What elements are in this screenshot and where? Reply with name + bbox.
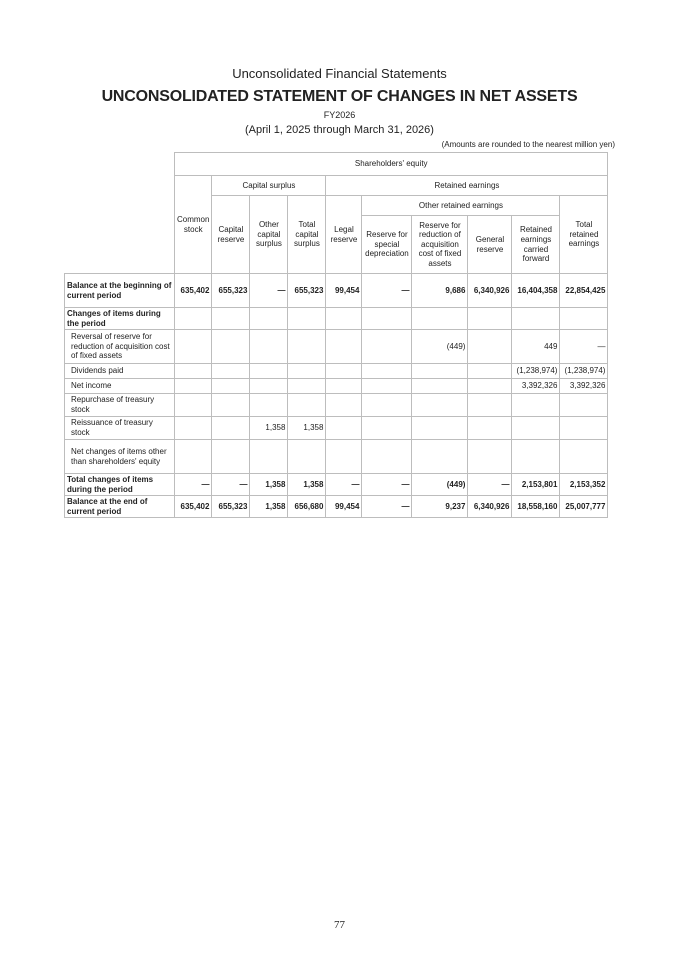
- table-cell: [175, 440, 212, 474]
- table-cell: [560, 417, 608, 440]
- table-cell: 1,358: [288, 417, 326, 440]
- table-cell: [288, 330, 326, 364]
- statement-title: UNCONSOLIDATED STATEMENT OF CHANGES IN NET ASSETS: [101, 88, 578, 105]
- table-cell: 16,404,358: [512, 274, 560, 308]
- table-cell: [175, 330, 212, 364]
- table-cell: —: [250, 274, 288, 308]
- table-cell: —: [212, 474, 250, 496]
- table-cell: 99,454: [326, 274, 362, 308]
- table-cell: [512, 440, 560, 474]
- table-cell: 655,323: [212, 496, 250, 518]
- period-range: (April 1, 2025 through March 31, 2026): [245, 124, 434, 136]
- table-cell: [288, 308, 326, 330]
- table-cell: [362, 394, 412, 417]
- header-capital-reserve: Capital reserve: [212, 196, 250, 274]
- table-cell: [468, 440, 512, 474]
- table-cell: [412, 364, 468, 379]
- row-label: Repurchase of treasury stock: [65, 394, 175, 417]
- table-cell: 655,323: [212, 274, 250, 308]
- table-cell: 25,007,777: [560, 496, 608, 518]
- table-row: [65, 474, 608, 496]
- table-header: [65, 153, 608, 274]
- row-label: Balance at the end of current period: [65, 496, 175, 518]
- table-cell: 449: [512, 330, 560, 364]
- table-cell: 635,402: [175, 274, 212, 308]
- table-cell: [512, 308, 560, 330]
- header-total-retained-earnings: Total retained earnings: [560, 196, 608, 274]
- table-cell: [250, 394, 288, 417]
- table-cell: [560, 308, 608, 330]
- table-cell: [512, 417, 560, 440]
- table-cell: [468, 330, 512, 364]
- table-cell: 9,237: [412, 496, 468, 518]
- table-cell: [412, 394, 468, 417]
- table-cell: [250, 379, 288, 394]
- table-cell: 2,153,352: [560, 474, 608, 496]
- table-cell: 635,402: [175, 496, 212, 518]
- table-row: [65, 379, 608, 394]
- row-label: Changes of items during the period: [65, 308, 175, 330]
- header-reserve-special-depreciation: Reserve for special depreciation: [362, 216, 412, 274]
- table-cell: [212, 394, 250, 417]
- table-cell: [468, 364, 512, 379]
- table-cell: [175, 308, 212, 330]
- table-cell: [468, 394, 512, 417]
- row-label: Dividends paid: [65, 364, 175, 379]
- table-cell: 1,358: [288, 474, 326, 496]
- table-cell: (1,238,974): [560, 364, 608, 379]
- table-cell: [326, 308, 362, 330]
- table-cell: [326, 394, 362, 417]
- table-cell: —: [468, 474, 512, 496]
- table-cell: [212, 440, 250, 474]
- table-cell: —: [362, 474, 412, 496]
- header-general-reserve: General reserve: [468, 216, 512, 274]
- table-cell: [468, 417, 512, 440]
- table-cell: [412, 417, 468, 440]
- table-cell: 3,392,326: [512, 379, 560, 394]
- table-cell: [212, 417, 250, 440]
- row-label: Net changes of items other than shareholders' equity: [65, 440, 175, 474]
- fiscal-year: FY2026: [323, 110, 356, 120]
- table-cell: [560, 440, 608, 474]
- table-cell: [288, 379, 326, 394]
- table-cell: [468, 308, 512, 330]
- table-cell: [326, 330, 362, 364]
- row-label: Total changes of items during the period: [65, 474, 175, 496]
- table-cell: [175, 394, 212, 417]
- header-total-capital-surplus: Total capital surplus: [288, 196, 326, 274]
- table-cell: [212, 330, 250, 364]
- corner-cell: [65, 153, 175, 274]
- table-body: [65, 274, 608, 518]
- row-label: Balance at the beginning of current period: [65, 274, 175, 308]
- header-other-retained-earnings: Other retained earnings: [362, 196, 560, 216]
- table-row: [65, 496, 608, 518]
- header-shareholders-equity: Shareholders' equity: [175, 153, 608, 176]
- table-cell: [362, 364, 412, 379]
- table-row: [65, 394, 608, 417]
- table-cell: [212, 364, 250, 379]
- table-cell: [412, 440, 468, 474]
- table-cell: [250, 330, 288, 364]
- table-cell: [288, 394, 326, 417]
- table-cell: 9,686: [412, 274, 468, 308]
- table-cell: [362, 308, 412, 330]
- table-cell: [326, 364, 362, 379]
- table-cell: [468, 379, 512, 394]
- unit-note: (Amounts are rounded to the nearest million yen): [441, 140, 615, 149]
- table-cell: [175, 379, 212, 394]
- table-cell: 22,854,425: [560, 274, 608, 308]
- header-other-capital-surplus: Other capital surplus: [250, 196, 288, 274]
- table-row: [65, 308, 608, 330]
- table-row: [65, 364, 608, 379]
- table-cell: (1,238,974): [512, 364, 560, 379]
- row-label: Reissuance of treasury stock: [65, 417, 175, 440]
- header-retained-earnings-forward: Retained earnings carried forward: [512, 216, 560, 274]
- table-cell: [362, 417, 412, 440]
- table-cell: 3,392,326: [560, 379, 608, 394]
- table-cell: [362, 330, 412, 364]
- table-cell: [412, 308, 468, 330]
- header-common-stock: Common stock: [175, 176, 212, 274]
- table-row: [65, 417, 608, 440]
- table-cell: [288, 440, 326, 474]
- header-reserve-reduction-acquisition: Reserve for reduction of acquisition cost of fixed assets: [412, 216, 468, 274]
- table-cell: —: [362, 274, 412, 308]
- header-capital-surplus: Capital surplus: [212, 176, 326, 196]
- table-cell: [212, 379, 250, 394]
- table-cell: —: [560, 330, 608, 364]
- table-cell: [560, 394, 608, 417]
- table-cell: 6,340,926: [468, 496, 512, 518]
- table-cell: [175, 417, 212, 440]
- net-assets-table: [64, 152, 608, 518]
- header-legal-reserve: Legal reserve: [326, 196, 362, 274]
- table-row: [65, 274, 608, 308]
- section-title: Unconsolidated Financial Statements: [232, 66, 447, 81]
- table-cell: [326, 440, 362, 474]
- table-cell: 655,323: [288, 274, 326, 308]
- table-cell: [326, 379, 362, 394]
- table-cell: 656,680: [288, 496, 326, 518]
- header-retained-earnings: Retained earnings: [326, 176, 608, 196]
- table-cell: —: [175, 474, 212, 496]
- table-cell: [512, 394, 560, 417]
- table-cell: 1,358: [250, 417, 288, 440]
- table-cell: 1,358: [250, 496, 288, 518]
- table-cell: [362, 379, 412, 394]
- table-cell: 6,340,926: [468, 274, 512, 308]
- table-cell: [326, 417, 362, 440]
- page-number: 77: [334, 919, 345, 931]
- table-row: [65, 440, 608, 474]
- table-cell: (449): [412, 330, 468, 364]
- table-cell: —: [362, 496, 412, 518]
- table-cell: [288, 364, 326, 379]
- table-cell: [250, 440, 288, 474]
- table-cell: (449): [412, 474, 468, 496]
- table-cell: 1,358: [250, 474, 288, 496]
- table-row: [65, 330, 608, 364]
- row-label: Reversal of reserve for reduction of acquisition cost of fixed assets: [65, 330, 175, 364]
- table-cell: [175, 364, 212, 379]
- table-cell: [250, 308, 288, 330]
- table-cell: 18,558,160: [512, 496, 560, 518]
- table-cell: [412, 379, 468, 394]
- table-cell: [250, 364, 288, 379]
- table-cell: [362, 440, 412, 474]
- table-cell: 2,153,801: [512, 474, 560, 496]
- table-cell: 99,454: [326, 496, 362, 518]
- row-label: Net income: [65, 379, 175, 394]
- table-cell: —: [326, 474, 362, 496]
- table-cell: [212, 308, 250, 330]
